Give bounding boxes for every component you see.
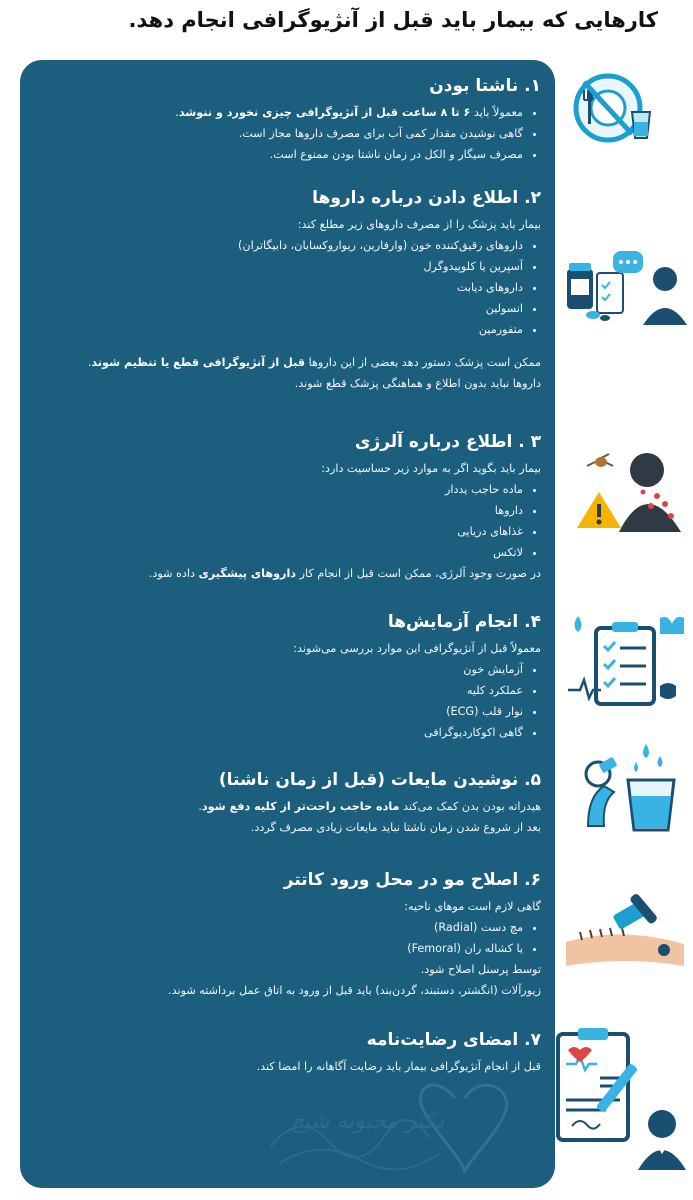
list-item: • یا کشاله ران (Femoral) <box>41 938 523 959</box>
section-intro: معمولاً قبل از آنژیوگرافی این موارد بررسی می‌شوند: <box>293 642 541 655</box>
section-title: ۳ . اطلاع درباره آلرژی <box>354 432 541 452</box>
section-note: زیورآلات (انگشتر، دستبند، گردن‌بند) باید قبل از ورود به اتاق عمل برداشته شوند. <box>168 984 541 997</box>
section-fasting <box>41 76 541 165</box>
section-title: ۷. امضای رضایت‌نامه <box>366 1030 541 1050</box>
watermark-signature <box>250 1068 510 1178</box>
section-note: داروها نباید بدون اطلاع و هماهنگی پزشک قطع شوند. <box>294 377 541 390</box>
list-item: • نوار قلب (ECG) <box>41 701 523 722</box>
fasting-list <box>41 102 541 165</box>
list-item: • انسولین <box>41 298 523 319</box>
page-title: کارهایی که بیمار باید قبل از آنژیوگرافی انجام دهد. <box>128 8 658 32</box>
section-title: ۱. ناشتا بودن <box>429 76 541 96</box>
section-note: ممکن است پزشک دستور دهد بعضی از این داروها قبل از آنژیوگرافی قطع یا تنظیم شوند. <box>87 356 541 369</box>
section-title: ۲. اطلاع دادن درباره داروها <box>312 188 541 208</box>
list-item: • لاتکس <box>41 542 523 563</box>
list-item: • غذاهای دریایی <box>41 521 523 542</box>
section-note: در صورت وجود آلرژی، ممکن است قبل از انجام کار داروهای پیشگیری داده شود. <box>148 567 541 580</box>
section-intro: بیمار باید پزشک را از مصرف داروهای زیر مطلع کند: <box>297 218 541 231</box>
section-consent <box>41 1030 541 1077</box>
shaving-razor-icon <box>562 890 687 970</box>
list-item: • گاهی نوشیدن مقدار کمی آب برای مصرف داروها مجاز است. <box>41 123 523 144</box>
section-allergy <box>41 432 541 584</box>
section-intro: بیمار باید بگوید اگر به موارد زیر حساسیت دارد: <box>321 462 541 475</box>
list-item: • معمولاً باید ۶ تا ۸ ساعت قبل از آنژیوگرافی چیزی نخورد و ننوشد. <box>41 102 523 123</box>
allergy-warning-icon <box>575 448 687 533</box>
list-item: • داروهای دیابت <box>41 277 523 298</box>
section-title: ۴. انجام آزمایش‌ها <box>387 612 541 632</box>
list-item: • آزمایش خون <box>41 659 523 680</box>
section-medications <box>41 188 541 394</box>
section-note: قبل از انجام آنژیوگرافی بیمار باید رضایت آگاهانه را امضا کند. <box>256 1060 541 1073</box>
list-item: • گاهی اکوکاردیوگرافی <box>41 722 523 743</box>
drinking-water-icon <box>580 740 680 835</box>
no-food-drink-icon <box>570 68 660 148</box>
list-item: • داروهای رقیق‌کننده خون (وارفارین، ریواروکسابان، دابیگاتران) <box>41 235 523 256</box>
section-note: هیدراته بودن بدن کمک می‌کند ماده حاجب راحت‌تر از کلیه دفع شود. <box>198 800 541 813</box>
section-note: توسط پرسنل اصلاح شود. <box>420 963 541 976</box>
allergy-list <box>41 479 541 563</box>
list-item: • ماده حاجب یددار <box>41 479 523 500</box>
list-item: • عملکرد کلیه <box>41 680 523 701</box>
section-shaving <box>41 870 541 1001</box>
tests-list <box>41 659 541 743</box>
content-panel <box>20 60 555 1188</box>
section-intro: گاهی لازم است موهای ناحیه: <box>404 900 541 913</box>
section-title: ۵. نوشیدن مایعات (قبل از زمان ناشتا) <box>218 770 541 790</box>
list-item: • داروها <box>41 500 523 521</box>
medication-doctor-icon <box>565 245 690 325</box>
section-fluids <box>41 770 541 838</box>
section-title: ۶. اصلاح مو در محل ورود کاتتر <box>283 870 541 890</box>
lab-test-clipboard-icon <box>568 612 688 712</box>
consent-form-sign-icon <box>552 1020 687 1170</box>
list-item: • متفورمین <box>41 319 523 340</box>
svg-text:دکتر محبوبه شیخ: دکتر محبوبه شیخ <box>290 1109 445 1134</box>
section-tests <box>41 612 541 743</box>
list-item: • مچ دست (Radial) <box>41 917 523 938</box>
list-item: • مصرف سیگار و الکل در زمان ناشتا بودن ممنوع است. <box>41 144 523 165</box>
section-note: بعد از شروع شدن زمان ناشتا نباید مایعات زیادی مصرف گردد. <box>250 821 541 834</box>
list-item: • آسپرین یا کلوپیدوگرل <box>41 256 523 277</box>
shaving-list <box>41 917 541 959</box>
medications-list <box>41 235 541 340</box>
